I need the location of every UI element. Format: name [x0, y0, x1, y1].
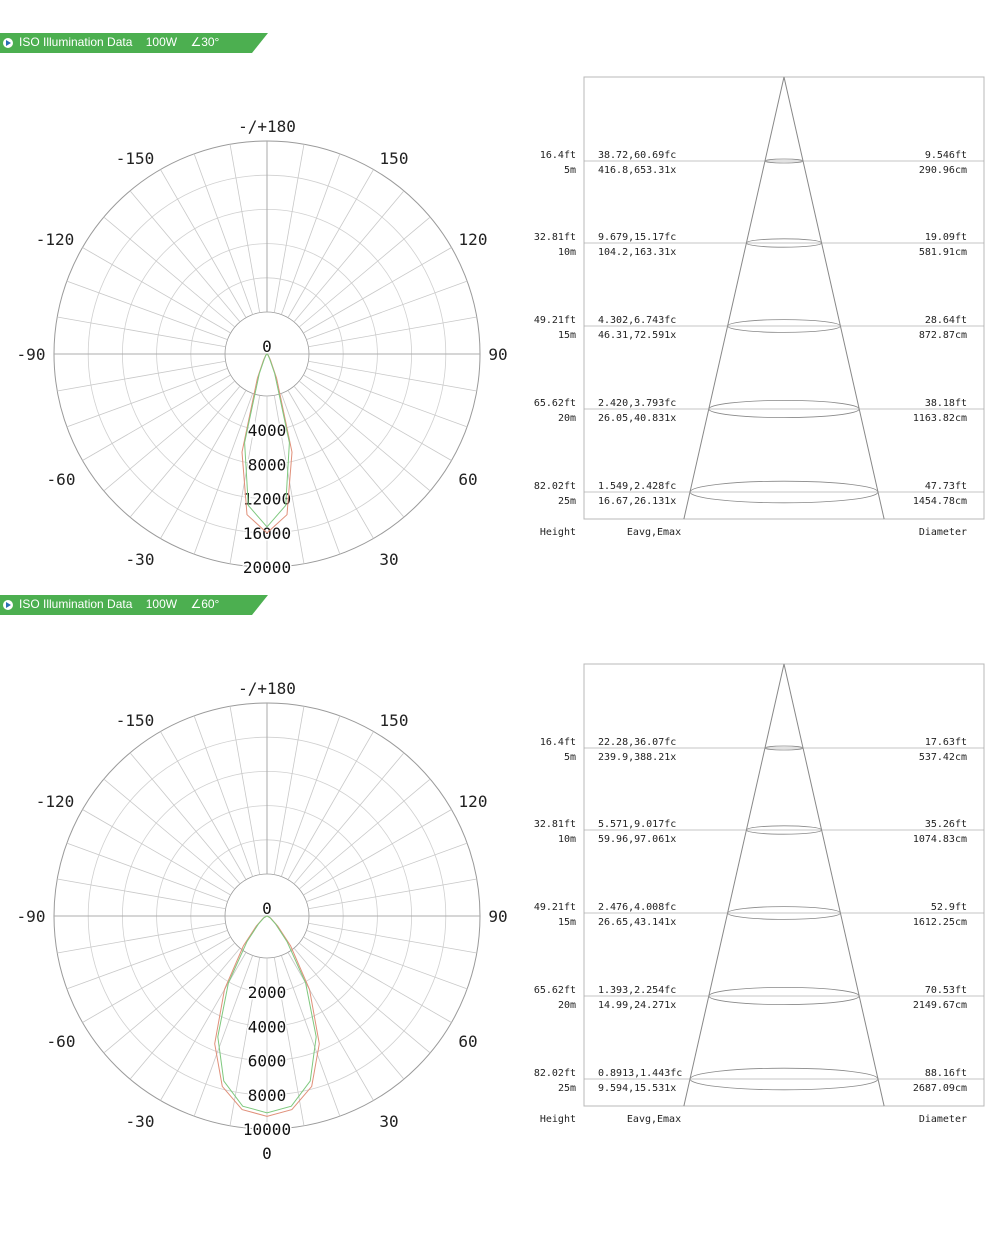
polar-spoke: [294, 386, 404, 517]
polar-spoke: [230, 706, 260, 874]
polar-spoke: [306, 930, 467, 988]
banner-title: ISO Illumination Data: [19, 597, 133, 611]
angle-label: 90: [488, 907, 508, 926]
height-m: 20m: [557, 1000, 576, 1011]
height-m: 10m: [557, 247, 576, 258]
height-m: 5m: [563, 165, 576, 176]
radial-tick-label: 0: [262, 337, 272, 356]
polar-spoke: [104, 217, 235, 327]
cone-frame: [584, 664, 984, 1106]
banner-title: ISO Illumination Data: [19, 35, 133, 49]
column-header-height: Height: [539, 1114, 576, 1125]
height-m: 20m: [557, 413, 576, 424]
eavg-fc: 1.549,2.428fc: [598, 481, 677, 492]
angle-label: 150: [379, 149, 409, 168]
polar-spoke: [299, 943, 430, 1053]
banner-power: 100W: [145, 597, 178, 611]
angle-label: -90: [16, 907, 46, 926]
eavg-fc: 22.28,36.07fc: [598, 737, 677, 748]
height-m: 15m: [557, 917, 576, 928]
diameter-ft: 88.16ft: [924, 1068, 967, 1079]
illuminance-cone-table: [520, 660, 990, 1140]
diameter-cm: 1612.25cm: [912, 917, 967, 928]
polar-spoke: [281, 716, 339, 877]
eavg-fc: 9.679,15.17fc: [598, 232, 677, 243]
illumination-section-60: [0, 595, 1000, 1163]
eavg-lx: 16.67,26.131x: [598, 496, 677, 507]
polar-spoke: [306, 281, 467, 339]
section-banner: [0, 33, 268, 53]
radial-tick-label: 10000: [242, 1120, 292, 1139]
polar-spoke: [130, 948, 240, 1079]
polar-spoke: [194, 955, 252, 1116]
height-m: 25m: [557, 496, 576, 507]
polar-spoke: [130, 753, 240, 884]
height-ft: 65.62ft: [533, 398, 576, 409]
eavg-fc: 1.393,2.254fc: [598, 985, 677, 996]
diameter-cm: 537.42cm: [918, 752, 967, 763]
angle-label: -/+180: [238, 117, 296, 136]
polar-spoke: [130, 191, 240, 322]
column-header-height: Height: [539, 527, 576, 538]
diameter-ft: 70.53ft: [924, 985, 967, 996]
angle-label: 120: [458, 230, 488, 249]
diameter-ft: 35.26ft: [924, 819, 967, 830]
polar-spoke: [294, 948, 404, 1079]
eavg-fc: 2.420,3.793fc: [598, 398, 677, 409]
diameter-ft: 17.63ft: [924, 737, 967, 748]
eavg-lx: 26.05,40.831x: [598, 413, 677, 424]
angle-label: -90: [16, 345, 46, 364]
polar-spoke: [306, 368, 467, 426]
eavg-fc: 38.72,60.69fc: [598, 150, 677, 161]
height-ft: 32.81ft: [533, 232, 576, 243]
banner-power: 100W: [145, 35, 178, 49]
polar-spoke: [57, 317, 225, 347]
angle-label: -/+180: [238, 679, 296, 698]
polar-spoke: [281, 955, 339, 1116]
polar-spoke: [306, 843, 467, 901]
diameter-ft: 38.18ft: [924, 398, 967, 409]
angle-label: -30: [125, 550, 155, 569]
polar-spoke: [308, 879, 476, 909]
radial-tick-label: 12000: [242, 489, 292, 509]
height-ft: 49.21ft: [533, 315, 576, 326]
diameter-ft: 28.64ft: [924, 315, 967, 326]
radial-tick-label: 6000: [247, 1051, 287, 1071]
angle-label: -150: [115, 711, 155, 730]
diameter-cm: 872.87cm: [918, 330, 967, 341]
polar-spoke: [67, 930, 228, 988]
column-header-eavg: Eavg,Emax: [626, 527, 682, 538]
eavg-lx: 416.8,653.31x: [598, 165, 677, 176]
diameter-cm: 1163.82cm: [912, 413, 967, 424]
eavg-lx: 46.31,72.591x: [598, 330, 677, 341]
illumination-section-30: [0, 33, 1000, 577]
radial-tick-label: 4000: [247, 1017, 287, 1037]
cone-edge-right: [784, 77, 884, 519]
polar-spoke: [57, 879, 225, 909]
diameter-cm: 1454.78cm: [912, 496, 967, 507]
angle-label: -30: [125, 1112, 155, 1131]
polar-spoke: [194, 716, 252, 877]
diameter-cm: 290.96cm: [918, 165, 967, 176]
angle-label: 90: [488, 345, 508, 364]
radial-tick-label: 20000: [242, 558, 292, 577]
angle-label: -60: [46, 1032, 76, 1051]
cone-edge-left: [684, 77, 784, 519]
angle-label: 60: [458, 470, 478, 489]
polar-spoke: [130, 386, 240, 517]
cone-frame: [584, 77, 984, 519]
polar-spoke: [281, 154, 339, 315]
polar-spoke: [67, 281, 228, 339]
eavg-lx: 104.2,163.31x: [598, 247, 677, 258]
diameter-ft: 52.9ft: [930, 902, 967, 913]
polar-spoke: [67, 368, 228, 426]
diameter-ft: 9.546ft: [924, 150, 967, 161]
polar-spoke: [294, 753, 404, 884]
radial-tick-label: 8000: [247, 455, 287, 475]
height-ft: 49.21ft: [533, 902, 576, 913]
column-header-eavg: Eavg,Emax: [626, 1114, 682, 1125]
eavg-lx: 14.99,24.271x: [598, 1000, 677, 1011]
banner-angle: ∠30°: [190, 35, 220, 49]
height-m: 10m: [557, 834, 576, 845]
height-m: 15m: [557, 330, 576, 341]
height-ft: 32.81ft: [533, 819, 576, 830]
cone-edge-left: [684, 664, 784, 1106]
height-m: 5m: [563, 752, 576, 763]
polar-spoke: [57, 923, 225, 953]
eavg-fc: 5.571,9.017fc: [598, 819, 677, 830]
polar-spoke: [299, 779, 430, 889]
polar-spoke: [274, 706, 304, 874]
diameter-cm: 2687.09cm: [912, 1083, 967, 1094]
height-ft: 82.02ft: [533, 1068, 576, 1079]
diameter-cm: 1074.83cm: [912, 834, 967, 845]
banner-angle: ∠60°: [190, 597, 220, 611]
eavg-lx: 26.65,43.141x: [598, 917, 677, 928]
eavg-fc: 0.8913,1.443fc: [598, 1068, 683, 1079]
diameter-ft: 19.09ft: [924, 232, 967, 243]
polar-spoke: [308, 317, 476, 347]
angle-label: 120: [458, 792, 488, 811]
height-m: 25m: [557, 1083, 576, 1094]
diameter-cm: 2149.67cm: [912, 1000, 967, 1011]
angle-label: -120: [35, 230, 75, 249]
polar-distribution-chart: [0, 78, 520, 598]
cone-edge-right: [784, 664, 884, 1106]
angle-label: -60: [46, 470, 76, 489]
diameter-ft: 47.73ft: [924, 481, 967, 492]
radial-tick-label: 4000: [247, 421, 287, 441]
column-header-diameter: Diameter: [918, 1114, 967, 1125]
height-ft: 16.4ft: [539, 150, 576, 161]
angle-label: 30: [379, 550, 399, 569]
radial-tick-label: 8000: [247, 1085, 287, 1105]
angle-label: 150: [379, 711, 409, 730]
polar-spoke: [230, 144, 260, 312]
angle-label: 60: [458, 1032, 478, 1051]
eavg-lx: 9.594,15.531x: [598, 1083, 677, 1094]
radial-tick-label: 0: [262, 899, 272, 918]
polar-spoke: [104, 943, 235, 1053]
polar-spoke: [294, 191, 404, 322]
angle-label: -120: [35, 792, 75, 811]
eavg-fc: 4.302,6.743fc: [598, 315, 677, 326]
polar-spoke: [194, 154, 252, 315]
polar-spoke: [308, 923, 476, 953]
illuminance-cone-table: [520, 73, 990, 553]
height-ft: 65.62ft: [533, 985, 576, 996]
eavg-fc: 2.476,4.008fc: [598, 902, 677, 913]
diameter-cm: 581.91cm: [918, 247, 967, 258]
polar-spoke: [299, 381, 430, 491]
radial-tick-label: 2000: [247, 983, 287, 1003]
polar-spoke: [274, 144, 304, 312]
polar-spoke: [57, 361, 225, 391]
polar-spoke: [104, 381, 235, 491]
radial-tick-label: 16000: [242, 523, 292, 543]
eavg-lx: 239.9,388.21x: [598, 752, 677, 763]
polar-spoke: [308, 361, 476, 391]
polar-spoke: [67, 843, 228, 901]
polar-spoke: [104, 779, 235, 889]
eavg-lx: 59.96,97.061x: [598, 834, 677, 845]
polar-spoke: [299, 217, 430, 327]
angle-label: 30: [379, 1112, 399, 1131]
column-header-diameter: Diameter: [918, 527, 967, 538]
angle-label: -150: [115, 149, 155, 168]
height-ft: 82.02ft: [533, 481, 576, 492]
section-banner: [0, 595, 268, 615]
polar-distribution-chart: [0, 640, 520, 1180]
height-ft: 16.4ft: [539, 737, 576, 748]
radial-extra-label: 0: [262, 1144, 272, 1163]
